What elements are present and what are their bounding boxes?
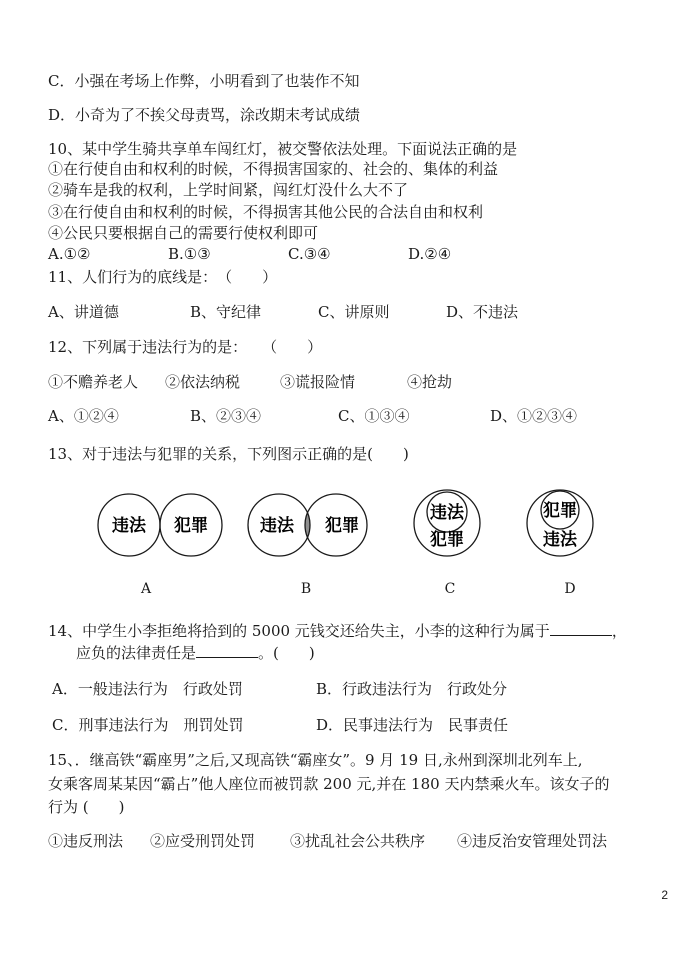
diagram-d-term-a: 违法 <box>543 530 577 550</box>
question-14-stem-line2 <box>76 643 315 662</box>
q11-option-c: C、讲原则 <box>318 303 390 321</box>
option-d-prev: D．小奇为了不挨父母责骂，涂改期末考试成绩 <box>48 106 361 124</box>
q10-option-c: C.③④ <box>288 245 331 263</box>
question-15-line1: 15、．继高铁“霸座男”之后,又现高铁“霸座女”。9 月 19 日,永州到深圳北列车上, <box>48 751 583 769</box>
q12-option-d: D、①②③④ <box>490 407 578 425</box>
diagram-c <box>414 490 480 556</box>
question-12-stem: 12、下列属于违法行为的是： （ ） <box>48 338 323 356</box>
diagram-b-term-a: 违法 <box>260 516 294 536</box>
q10-item-3: ③在行使自由和权利的时候，不得损害其他公民的合法自由和权利 <box>48 203 484 221</box>
diagram-label-a: A <box>140 581 152 597</box>
diagram-a-term-b: 犯罪 <box>174 516 208 536</box>
diagram-label-d: D <box>564 581 576 597</box>
q10-option-d: D.②④ <box>408 245 452 263</box>
q12-item-1: ①不赡养老人 <box>48 373 139 391</box>
diagram-a <box>98 494 222 556</box>
question-14-stem-line1 <box>48 621 627 640</box>
q11-option-d: D、不违法 <box>446 303 519 321</box>
q12-item-2: ②依法纳税 <box>165 373 241 391</box>
q10-item-1: ①在行使自由和权利的时候，不得损害国家的、社会的、集体的利益 <box>48 160 499 178</box>
q10-item-2: ②骑车是我的权利，上学时间紧，闯红灯没什么大不了 <box>48 181 409 199</box>
q14-option-a: A．一般违法行为 行政处罚 <box>52 680 243 698</box>
q14-stem-text-1: 14、中学生小李拒绝将拾到的 5000 元钱交还给失主，小李的这种行为属于 <box>48 622 550 640</box>
q12-item-3: ③谎报险情 <box>280 373 356 391</box>
question-15-line2: 女乘客周某某因“霸占”他人座位而被罚款 200 元,并在 180 天内禁乘火车。该女子的 <box>48 775 610 793</box>
diagram-d <box>527 490 593 556</box>
q12-option-a: A、①②④ <box>48 407 119 425</box>
q12-option-b: B、②③④ <box>190 407 262 425</box>
diagram-d-term-b: 犯罪 <box>543 501 577 521</box>
diagram-label-c: C <box>444 581 456 597</box>
q11-option-a: A、讲道德 <box>48 303 119 321</box>
q14-answer-blank-1 <box>550 621 612 636</box>
q14-stem-end-1: ， <box>611 622 627 640</box>
option-c-prev: C．小强在考场上作弊，小明看到了也装作不知 <box>48 72 360 90</box>
q15-item-1: ①违反刑法 <box>48 832 124 850</box>
q14-stem-end-2: 。( ) <box>258 644 315 662</box>
q10-option-a: A.①② <box>48 245 91 263</box>
q11-option-b: B、守纪律 <box>190 303 262 321</box>
q14-option-d: D．民事违法行为 民事责任 <box>316 716 509 734</box>
diagram-c-term-a: 违法 <box>430 503 464 523</box>
q14-answer-blank-2 <box>196 643 258 658</box>
q15-item-2: ②应受刑罚处罚 <box>150 832 256 850</box>
q12-option-c: C、①③④ <box>338 407 410 425</box>
question-13-stem: 13、对于违法与犯罪的关系，下列图示正确的是( ) <box>48 445 409 463</box>
diagram-b <box>248 494 367 556</box>
q10-option-b: B.①③ <box>168 245 211 263</box>
q14-option-b: B．行政违法行为 行政处分 <box>316 680 508 698</box>
q10-item-4: ④公民只要根据自己的需要行使权利即可 <box>48 224 319 242</box>
diagram-c-term-b: 犯罪 <box>430 530 464 550</box>
q12-item-4: ④抢劫 <box>407 373 453 391</box>
q14-stem-text-2: 应负的法律责任是 <box>76 644 197 662</box>
diagram-a-term-a: 违法 <box>112 516 146 536</box>
q15-item-3: ③扰乱社会公共秩序 <box>290 832 426 850</box>
q14-option-c: C．刑事违法行为 刑罚处罚 <box>52 716 244 734</box>
question-11-stem: 11、人们行为的底线是： （ ） <box>48 268 278 286</box>
question-10-stem: 10、某中学生骑共享单车闯红灯，被交警依法处理。下面说法正确的是 <box>48 140 518 158</box>
q15-item-4: ④违反治安管理处罚法 <box>457 832 608 850</box>
question-15-line3: 行为 ( ) <box>48 798 125 816</box>
diagram-label-b: B <box>300 581 312 597</box>
diagram-b-term-b: 犯罪 <box>325 516 359 536</box>
page-number: 2 <box>661 888 668 902</box>
